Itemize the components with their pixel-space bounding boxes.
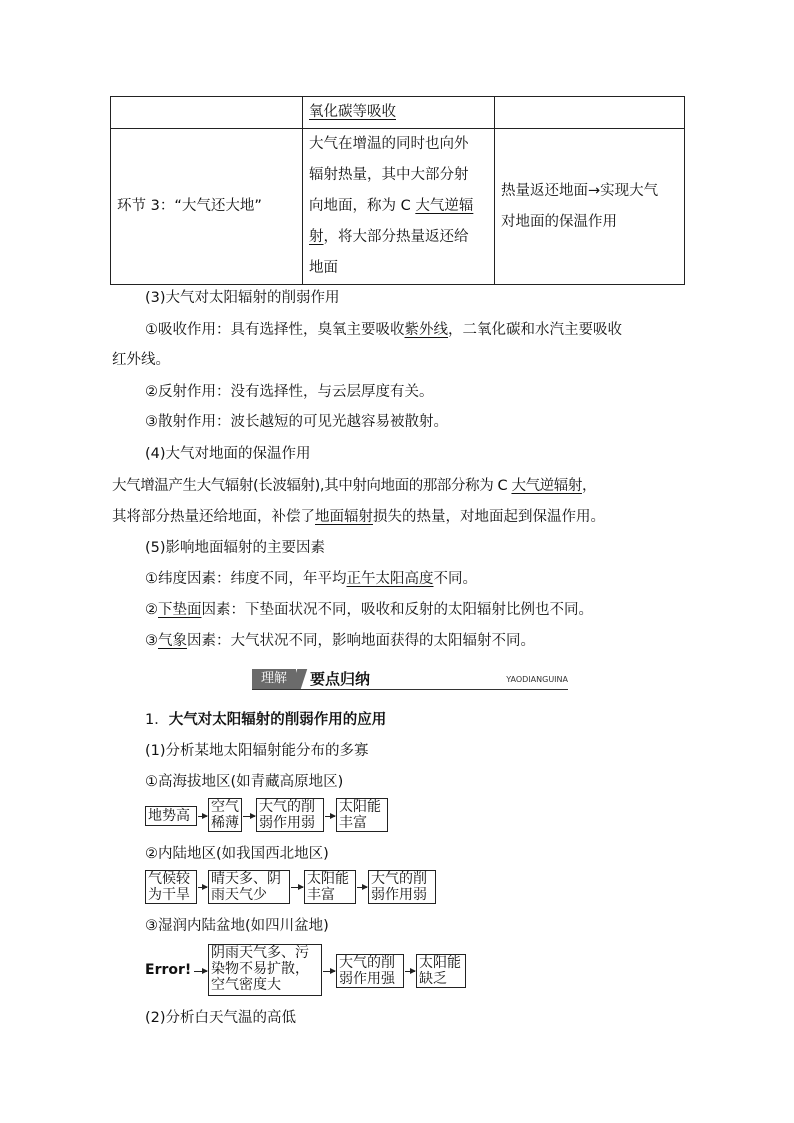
banner-pinyin: YAODIANGUINA bbox=[506, 675, 568, 684]
flow-box: 大气的削弱作用弱 bbox=[368, 870, 436, 904]
case-label: ①高海拔地区(如青藏高原地区) bbox=[145, 774, 344, 790]
section-heading: (3)大气对太阳辐射的削弱作用 bbox=[145, 290, 340, 306]
flow-start: Error! bbox=[145, 962, 192, 978]
sub-heading: (1)分析某地太阳辐射能分布的多寡 bbox=[145, 743, 369, 759]
paragraph: ②下垫面因素：下垫面状况不同，吸收和反射的太阳辐射比例也不同。 bbox=[145, 602, 593, 618]
table-cell-stage: 环节 3：“大气还大地” bbox=[111, 129, 303, 285]
paragraph: ③气象因素：大气状况不同，影响地面获得的太阳辐射不同。 bbox=[145, 633, 535, 649]
table-cell bbox=[111, 97, 303, 129]
banner-tag: 理解 bbox=[252, 669, 296, 689]
paragraph: 大气增温产生大气辐射(长波辐射),其中射向地面的那部分称为 C 大气逆辐射， bbox=[112, 478, 597, 494]
flow-arrow bbox=[323, 971, 335, 972]
banner-title: 要点归纳 bbox=[310, 670, 371, 688]
flow-box: 太阳能缺乏 bbox=[416, 954, 466, 988]
process-table bbox=[110, 96, 685, 285]
part-heading: 1．大气对太阳辐射的削弱作用的应用 bbox=[145, 712, 387, 728]
paragraph: 红外线。 bbox=[112, 352, 170, 368]
paragraph: ①纬度因素：纬度不同，年平均正午太阳高度不同。 bbox=[145, 571, 477, 587]
table-row bbox=[111, 97, 685, 129]
paragraph: 其将部分热量还给地面，补偿了地面辐射损失的热量，对地面起到保温作用。 bbox=[112, 509, 605, 525]
flow-box: 空气稀薄 bbox=[208, 798, 242, 832]
case-label: ③湿润内陆盆地(如四川盆地) bbox=[145, 918, 329, 934]
banner-rule bbox=[252, 689, 568, 690]
flow-arrow bbox=[198, 816, 207, 817]
paragraph: ①吸收作用：具有选择性，臭氧主要吸收紫外线，二氧化碳和水汽主要吸收 bbox=[145, 322, 622, 338]
paragraph: ②反射作用：没有选择性，与云层厚度有关。 bbox=[145, 384, 434, 400]
flow-arrow bbox=[243, 816, 255, 817]
flow-box: 太阳能丰富 bbox=[336, 798, 388, 832]
section-heading: (4)大气对地面的保温作用 bbox=[145, 446, 311, 462]
flow-box: 大气的削弱作用弱 bbox=[256, 798, 324, 832]
case-label: ②内陆地区(如我国西北地区) bbox=[145, 846, 329, 862]
table-cell-effect: 热量返还地面→实现大气 对地面的保温作用 bbox=[495, 129, 685, 285]
table-row bbox=[111, 129, 685, 285]
table-cell: 氧化碳等吸收 bbox=[303, 97, 495, 129]
flow-arrow bbox=[325, 816, 335, 817]
flow-arrow bbox=[198, 887, 207, 888]
flow-box: 气候较为干旱 bbox=[145, 870, 197, 904]
paragraph: ③散射作用：波长越短的可见光越容易被散射。 bbox=[145, 414, 448, 430]
sub-heading: (2)分析白天气温的高低 bbox=[145, 1010, 297, 1026]
flow-arrow bbox=[291, 887, 303, 888]
section-banner bbox=[252, 669, 568, 691]
flow-box: 晴天多、阴雨天气少 bbox=[208, 870, 290, 904]
table-cell-description: 大气在增温的同时也向外 辐射热量，其中大部分射 向地面，称为 C 大气逆辐 射，将大部分热量返还给 地面 bbox=[303, 129, 495, 285]
flow-arrow bbox=[405, 971, 415, 972]
flow-arrow bbox=[357, 887, 367, 888]
table-cell bbox=[495, 97, 685, 129]
flow-box: 太阳能丰富 bbox=[304, 870, 356, 904]
section-heading: (5)影响地面辐射的主要因素 bbox=[145, 540, 326, 556]
flow-box: 大气的削弱作用强 bbox=[336, 954, 404, 988]
flow-box: 地势高 bbox=[145, 806, 197, 826]
flow-box: 阴雨天气多、污染物不易扩散，空气密度大 bbox=[208, 944, 322, 996]
flow-arrow bbox=[194, 971, 207, 972]
